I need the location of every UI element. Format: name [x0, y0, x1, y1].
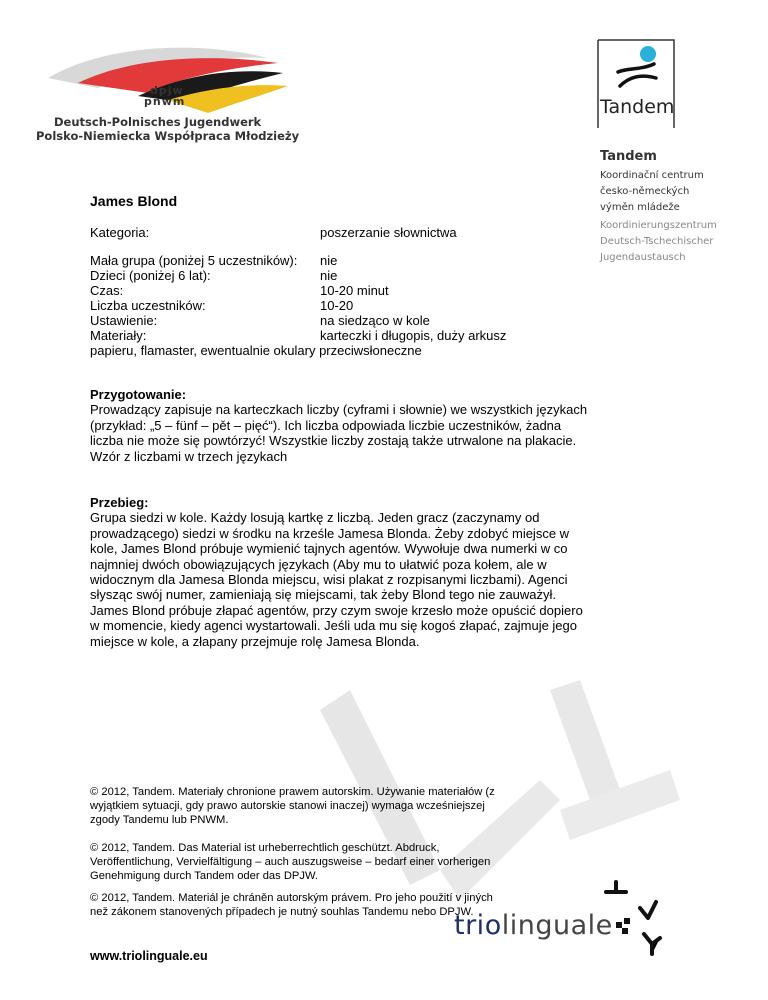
sidebar-cz-line: výměn mládeže	[600, 202, 680, 213]
info-value: nie	[320, 253, 338, 268]
copyright-pl: © 2012, Tandem. Materiały chronione prawem autorskim. Używanie materiałów (z wyjątkiem sytuacji, gdy prawo autorskie stanowi inaczej) wymaga wcześniejszej zgody Tandemu lub PNWM.	[90, 786, 495, 826]
preparation-note: Wzór z liczbami w trzech językach	[90, 448, 288, 464]
info-value: karteczki i długopis, duży arkusz	[320, 328, 507, 343]
sidebar-title: Tandem	[600, 149, 657, 164]
dpjw-name-de: Deutsch-Polnisches Jugendwerk	[54, 115, 262, 129]
info-label: Czas:	[90, 283, 124, 298]
materials-continuation: papieru, flamaster, ewentualnie okulary przeciwsłoneczne	[90, 343, 422, 358]
kategoria-value: poszerzanie słownictwa	[320, 225, 457, 240]
preparation-text: Prowadzący zapisuje na karteczkach liczby (cyframi i słownie) we wszystkich językach (przykład: „5 – fünf – pět – pięć“). Ich liczba odpowiada liczbie uczestników, żadna liczba nie może się powtórzyć! Wszystkie liczby zostają także utrwalone na plakacie.	[90, 402, 588, 449]
pnwm-abbr: pnwm	[144, 95, 186, 108]
info-value: nie	[320, 268, 338, 283]
info-value: 10-20 minut	[320, 283, 389, 298]
triolinguale-logo-text	[454, 910, 613, 941]
info-label: Liczba uczestników:	[90, 298, 206, 313]
course-text: Grupa siedzi w kole. Każdy losują kartkę z liczbą. Jeden gracz (zaczynamy od prowadzącego) siedzi w środku na krześle Jamesa Blonda. Żeby zdobyć miejsce w kole, James Blond próbuje wymienić tajnych agentów. Wywołuje dwa numerki w co najmniej dwóch obowiązujących językach (Aby mu to ułatwić poza kołem, ale w widocznym dla Jamesa Blonda miejscu, wisi plakat z rozpisanymi liczbami). Agenci słysząc swój numer, zamieniają się miejscami, tak żeby Blond tego nie zauważył. James Blond próbuje złapać agentów, przy czym swoje krzesło może opuścić dopiero w momencie, kiedy agenci wystartowali. Jeśli uda mu się kogoś złapać, zajmuje jego miejsce w kole, a złapany przejmuje rolę Jamesa Blonda.	[90, 510, 583, 649]
preparation-heading: Przygotowanie:	[90, 387, 187, 402]
info-value: na siedząco w kole	[320, 313, 430, 328]
triolinguale-part1: trio	[454, 910, 502, 941]
kategoria-label: Kategoria:	[90, 225, 150, 240]
sidebar-cz-line: Koordinační centrum	[600, 170, 704, 181]
website-link[interactable]: www.triolinguale.eu	[90, 949, 208, 963]
info-row	[90, 298, 354, 313]
info-row	[90, 328, 507, 343]
page-title: James Blond	[90, 193, 178, 209]
info-label: Mała grupa (poniżej 5 uczestników):	[90, 253, 298, 268]
sidebar-de-line: Koordinierungszentrum	[600, 220, 717, 231]
course-heading: Przebieg:	[90, 495, 149, 510]
info-row	[90, 268, 338, 283]
info-label: Materiały:	[90, 328, 147, 343]
kategoria-row	[90, 225, 457, 240]
copyright-de: © 2012, Tandem. Das Material ist urheberrechtlich geschützt. Abdruck, Veröffentlichung, Vervielfältigung – auch auszugsweise – bedarf einer vorherigen Genehmigung durch Tandem oder das DPJW.	[90, 842, 491, 882]
sidebar-de-line: Jugendaustausch	[600, 252, 686, 263]
info-label: Dzieci (poniżej 6 lat):	[90, 268, 211, 283]
dpjw-abbr: dpjw	[150, 84, 184, 97]
info-label: Ustawienie:	[90, 313, 158, 328]
course-section	[90, 495, 590, 649]
info-value: 10-20	[320, 298, 354, 313]
triolinguale-mark-icon	[596, 878, 666, 958]
info-row	[90, 283, 389, 298]
preparation-section	[90, 387, 590, 464]
sidebar-cz-line: česko-německých	[600, 186, 690, 197]
dpjw-name-pl: Polsko-Niemiecka Współpraca Młodzieży	[36, 129, 300, 143]
info-row	[90, 253, 338, 268]
triolinguale-part2: linguale	[501, 910, 613, 941]
tandem-logo-text: Tandem	[600, 96, 675, 118]
info-row	[90, 313, 430, 328]
sidebar-de-line: Deutsch-Tschechischer	[600, 236, 714, 247]
copyright-cz: © 2012, Tandem. Materiál je chráněn autorským právem. Pro jeho použití v jiných než zákonem stanovených případech je nutný souhlas Tandemu nebo DPJW.	[90, 892, 493, 918]
